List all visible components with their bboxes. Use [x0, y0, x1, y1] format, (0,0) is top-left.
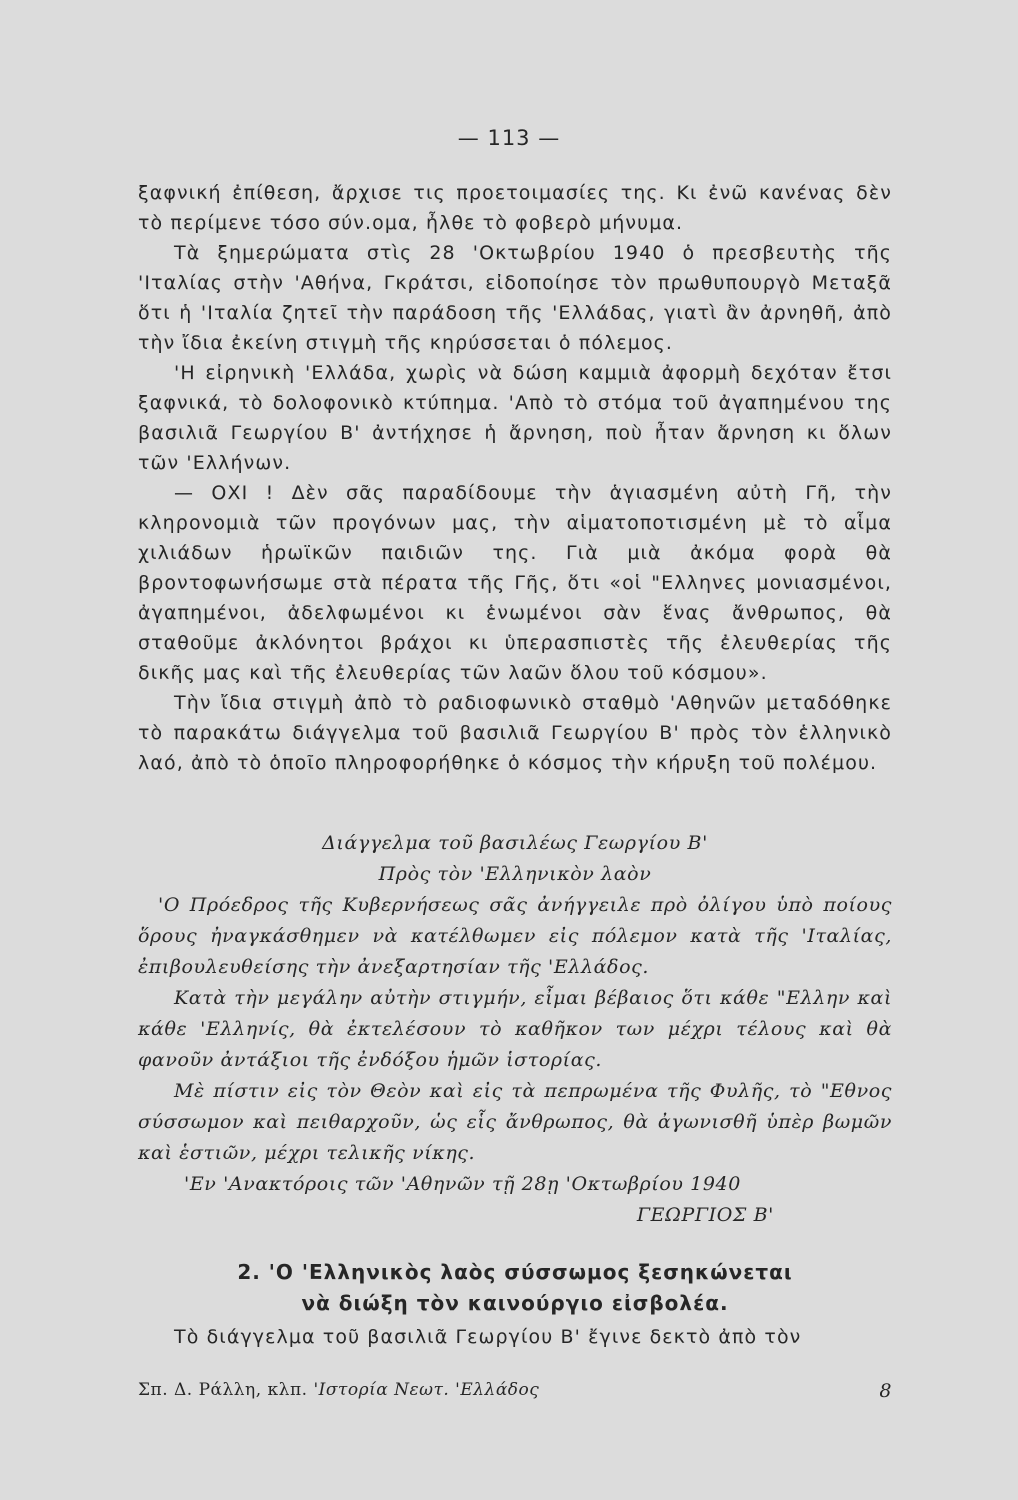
footer-signature-mark: 8: [879, 1380, 892, 1402]
paragraph: Τὰ ξημερώματα στὶς 28 'Οκτωβρίου 1940 ὁ πρεσβευτὴς τῆς 'Ιταλίας στὴν 'Αθήνα, Γκράτσι, εἰδοποίησε τὸν πρωθυπουργὸ Μεταξᾶ ὅτι ἡ 'Ιταλία ζητεῖ τὴν παράδοση τῆς 'Ελλάδας, γιατὶ ἂν ἀρνηθῆ, ἀπὸ τὴν ἴδια ἐκείνη στιγμὴ τῆς κηρύσσεται ὁ πόλεμος.: [138, 242, 892, 354]
paragraph: 'Η εἰρηνικὴ 'Ελλάδα, χωρὶς νὰ δώση καμμιὰ ἀφορμὴ δεχόταν ἔτσι ξαφνικά, τὸ δολοφονικὸ κτύπημα. 'Απὸ τὸ στόμα τοῦ ἀγαπημένου της βασιλιᾶ Γεωργίου Β' ἀντήχησε ἡ ἄρνηση, ποὺ ἦταν ἄρνηση κι ὅλων τῶν 'Ελλήνων.: [138, 362, 892, 474]
proclamation-title: Διάγγελμα τοῦ βασιλέως Γεωργίου Β': [322, 832, 708, 854]
section-heading: [138, 1257, 892, 1319]
paragraph: Τὸ διάγγελμα τοῦ βασιλιᾶ Γεωργίου Β' ἔγινε δεκτὸ ἀπὸ τὸν: [174, 1326, 802, 1348]
paragraph: Τὴν ἴδια στιγμὴ ἀπὸ τὸ ραδιοφωνικὸ σταθμὸ 'Αθηνῶν μεταδόθηκε τὸ παρακάτω διάγγελμα τοῦ βασιλιᾶ Γεωργίου Β' πρὸς τὸν ἑλληνικὸ λαό, ἀπὸ τὸ ὁποῖο πληροφορήθηκε ὁ κόσμος τὴν κήρυξη τοῦ πολέμου.: [138, 692, 892, 774]
footer-authors: Σπ. Δ. Ράλλη, κλπ.: [138, 1380, 314, 1400]
proclamation-paragraph: Κατὰ τὴν μεγάλην αὐτὴν στιγμήν, εἶμαι βέβαιος ὅτι κάθε "Ελλην καὶ κάθε 'Ελληνίς, θὰ ἐκτελέσουν τὸ καθῆκον των μέχρι τέλους καὶ θὰ φανοῦν ἀντάξιοι τῆς ἐνδόξου ἡμῶν ἱστορίας.: [138, 987, 892, 1071]
section-heading-line: 2. 'Ο 'Ελληνικὸς λαὸς σύσσωμος ξεσηκώνεται: [237, 1260, 793, 1284]
footer-book-title: 'Ιστορία Νεωτ. 'Ελλάδος: [313, 1380, 540, 1400]
page-number: — 113 —: [457, 126, 561, 150]
proclamation-subtitle: Πρὸς τὸν 'Ελληνικὸν λαὸν: [378, 863, 652, 885]
proclamation-paragraph: 'Ο Πρόεδρος τῆς Κυβερνήσεως σᾶς ἀνήγγειλε πρὸ ὀλίγου ὑπὸ ποίους ὅρους ἠναγκάσθημεν νὰ κατέλθωμεν εἰς πόλεμον κατὰ τῆς 'Ιταλίας, ἐπιβουλευθείσης τὴν ἀνεξαρτησίαν τῆς 'Ελλάδος.: [138, 894, 892, 978]
section-heading-line: νὰ διώξη τὸν καινούργιο εἰσβολέα.: [301, 1291, 729, 1315]
proclamation-paragraph: Μὲ πίστιν εἰς τὸν Θεὸν καὶ εἰς τὰ πεπρωμένα τῆς Φυλῆς, τὸ "Εθνος σύσσωμον καὶ πειθαρχοῦν, ὡς εἷς ἄνθρωπος, θὰ ἀγωνισθῆ ὑπὲρ βωμῶν καὶ ἑστιῶν, μέχρι τελικῆς νίκης.: [138, 1080, 892, 1164]
body-text: [138, 178, 892, 778]
proclamation-signature: ΓΕΩΡΓΙΟΣ Β': [636, 1204, 774, 1226]
page-footer: [138, 1380, 892, 1402]
proclamation-place-date: 'Εν 'Ανακτόροις τῶν 'Αθηνῶν τῇ 28ῃ 'Οκτωβρίου 1940: [184, 1173, 741, 1195]
section-body: [138, 1322, 892, 1352]
paragraph: — ΟΧΙ ! Δὲν σᾶς παραδίδουμε τὴν ἁγιασμένη αὐτὴ Γῆ, τὴν κληρονομιὰ τῶν προγόνων μας, τὴν αἱματοποτισμένη μὲ τὸ αἷμα χιλιάδων ἡρωϊκῶν παιδιῶν της. Γιὰ μιὰ ἀκόμα φορὰ θὰ βροντοφωνήσωμε στὰ πέρατα τῆς Γῆς, ὅτι «οἱ "Ελληνες μονιασμένοι, ἀγαπημένοι, ἀδελφωμένοι κι ἑνωμένοι σὰν ἕνας ἄνθρωπος, θὰ σταθοῦμε ἀκλόνητοι βράχοι κι ὑπερασπιστὲς τῆς ἐλευθερίας τῆς δικῆς μας καὶ τῆς ἐλευθερίας τῶν λαῶν ὅλου τοῦ κόσμου».: [138, 482, 892, 684]
proclamation: [138, 828, 892, 1231]
paragraph: ξαφνική ἐπίθεση, ἄρχισε τις προετοιμασίες της. Κι ἐνῶ κανένας δὲν τὸ περίμενε τόσο σύν.ομα, ἦλθε τὸ φοβερὸ μήνυμα.: [138, 182, 892, 234]
footer-source: [138, 1380, 539, 1400]
